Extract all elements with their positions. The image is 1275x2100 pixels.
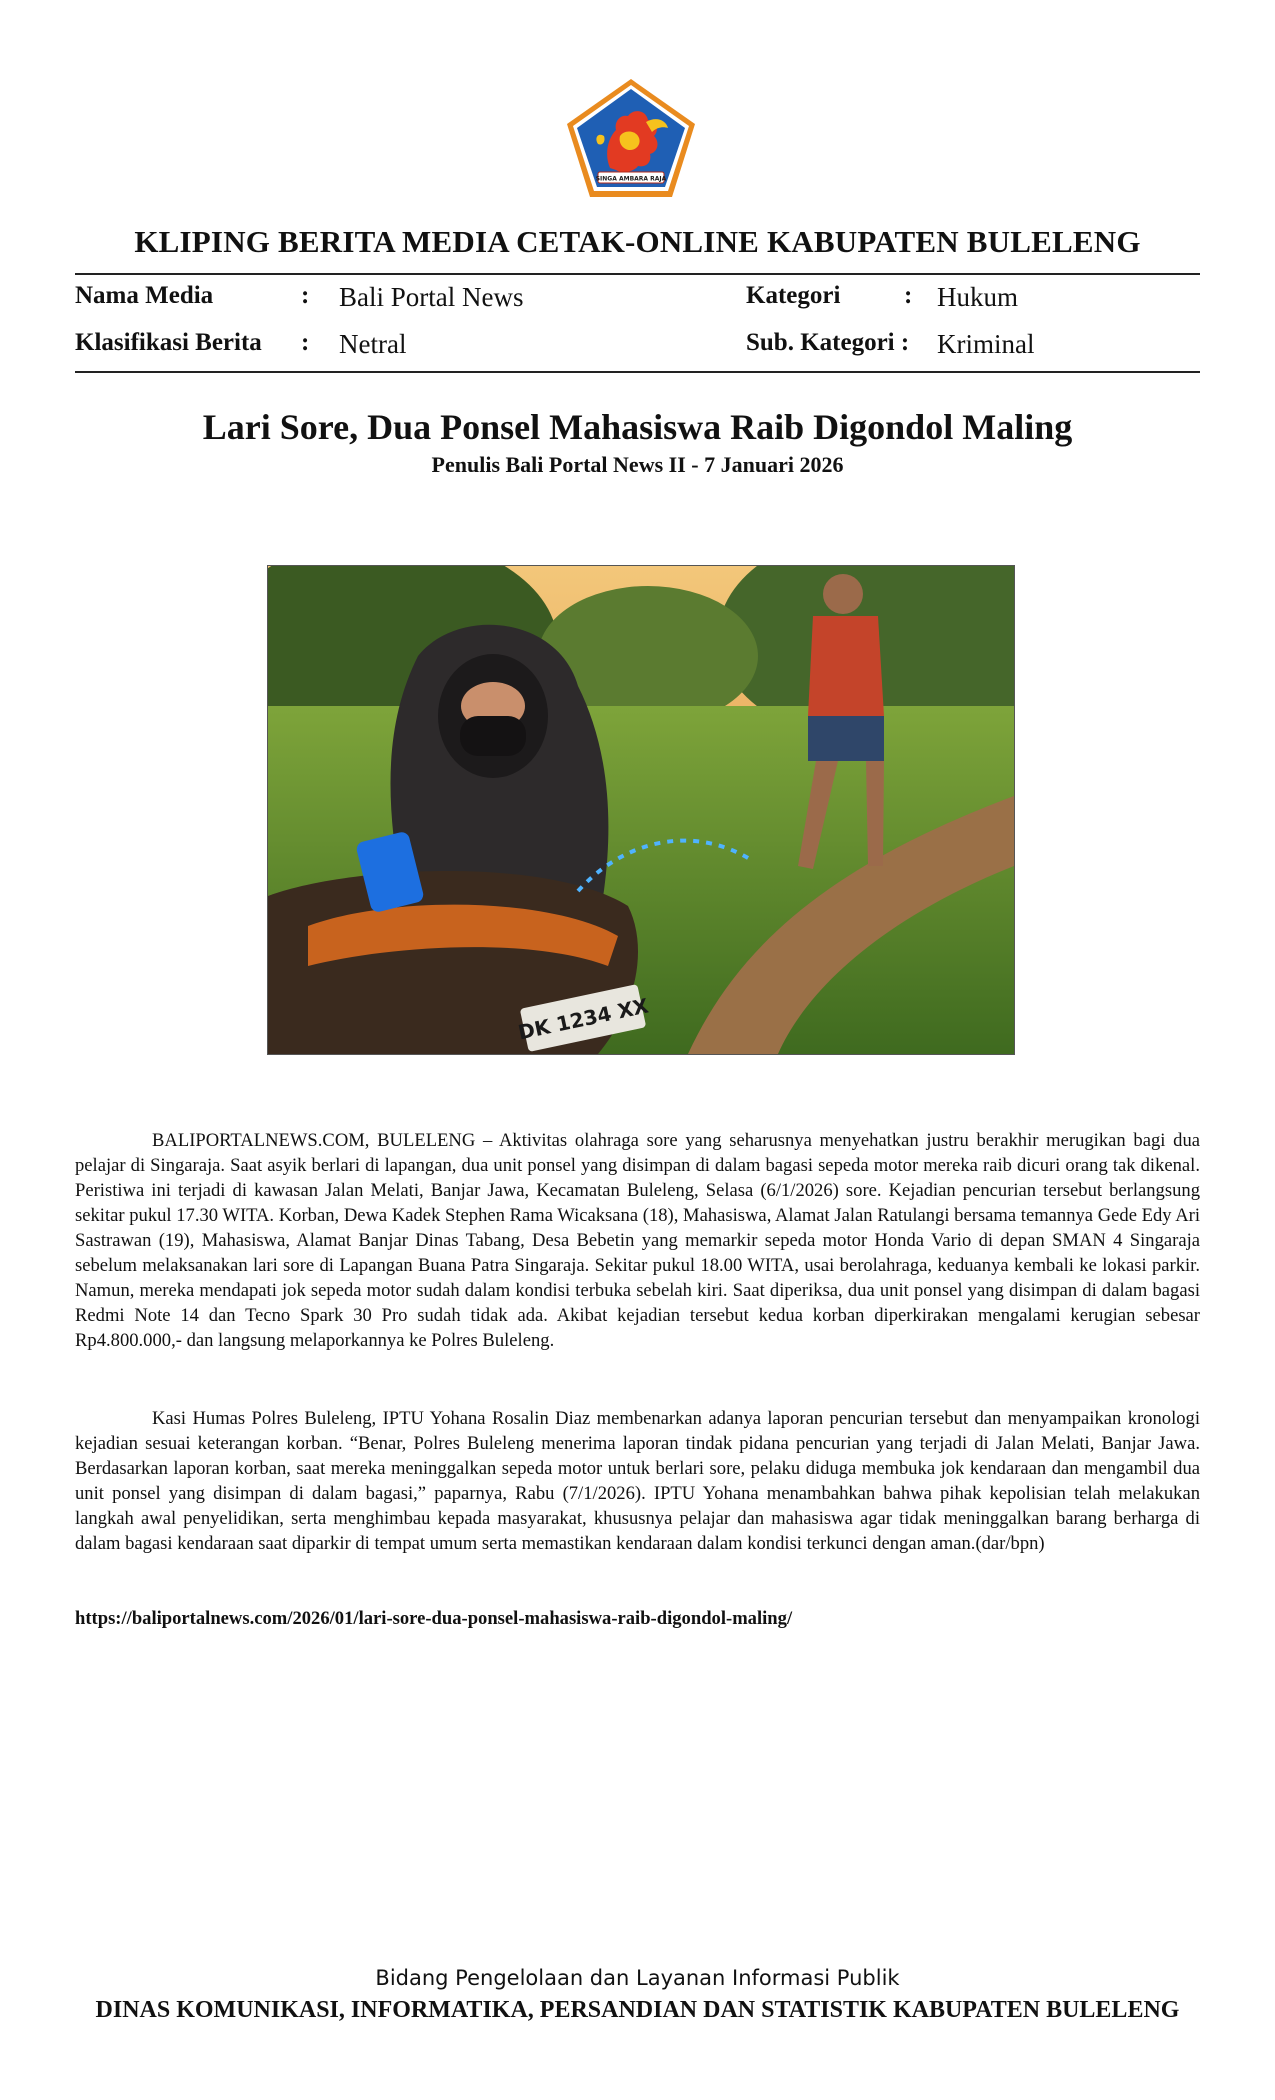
media-name-colon: : [301,282,310,309]
license-plate: DK 1234 XX [515,993,651,1045]
classification-value: Netral [339,329,407,359]
article-illustration [267,565,1015,1055]
classification-label: Klasifikasi Berita [75,329,262,356]
kliping-title: KLIPING BERITA MEDIA CETAK-ONLINE KABUPATEN BULELENG [134,224,1141,259]
subcategory-value: Kriminal [937,329,1035,359]
emblem-icon [564,76,698,200]
article-byline: Penulis Bali Portal News II - 7 Januari 2026 [431,452,844,477]
category-colon: : [904,282,913,309]
footer-agency: DINAS KOMUNIKASI, INFORMATIKA, PERSANDIAN DAN STATISTIK KABUPATEN BULELENG [95,1997,1180,2023]
subcategory-label: Sub. Kategori : [746,329,910,356]
footer-division: Bidang Pengelolaan dan Layanan Informasi Publik [375,1966,900,1990]
media-name-label: Nama Media [75,282,214,309]
classification-colon: : [301,329,310,356]
header-divider-top [75,273,1200,275]
article-headline: Lari Sore, Dua Ponsel Mahasiswa Raib Digondol Maling [202,407,1073,447]
header-divider-bottom [75,371,1200,373]
article-paragraph-1: BALIPORTALNEWS.COM, BULELENG – Aktivitas olahraga sore yang seharusnya menyehatkan justru berakhir merugikan bagi dua pelajar di Singaraja. Saat asyik berlari di lapangan, dua unit ponsel yang disimpan di dalam bagasi sepeda motor mereka raib dicuri orang tak dikenal. Peristiwa ini terjadi di kawasan Jalan Melati, Banjar Jawa, Kecamatan Buleleng, Selasa (6/1/2026) sore. Kejadian pencurian tersebut berlangsung sekitar pukul 17.30 WITA. Korban, Dewa Kadek Stephen Rama Wicaksana (18), Mahasiswa, Alamat Jalan Ratulangi bersama temannya Gede Edy Ari Sastrawan (19), Mahasiswa, Alamat Banjar Dinas Tabang, Desa Bebetin yang memarkir sepeda motor Honda Vario di depan SMAN 4 Singaraja sebelum melaksanakan lari sore di Lapangan Buana Patra Singaraja. Sekitar pukul 18.00 WITA, usai berolahraga, keduanya kembali ke lokasi parkir. Namun, mereka mendapati jok sepeda motor sudah dalam kondisi terbuka sebelah kiri. Saat diperiksa, dua unit ponsel yang disimpan di dalam bagasi Redmi Note 14 dan Tecno Spark 30 Pro sudah tidak ada. Akibat kejadian tersebut kedua korban diperkirakan mengalami kerugian sebesar Rp4.800.000,- dan langsung melaporkannya ke Polres Buleleng. [75,1130,1200,1351]
article-paragraph-2: Kasi Humas Polres Buleleng, IPTU Yohana Rosalin Diaz membenarkan adanya laporan pencurian tersebut dan menyampaikan kronologi kejadian sesuai keterangan korban. “Benar, Polres Buleleng menerima laporan tindak pidana pencurian yang terjadi di Jalan Melati, Banjar Jawa. Berdasarkan laporan korban, saat mereka meninggalkan sepeda motor untuk berlari sore, pelaku diduga membuka jok kendaraan dan mengambil dua unit ponsel yang disimpan di dalam bagasi,” paparnya, Rabu (7/1/2026). IPTU Yohana menambahkan bahwa pihak kepolisian telah melakukan langkah awal penyelidikan, serta menghimbau kepada masyarakat, khususnya pelajar dan mahasiswa agar tidak meninggalkan barang berharga di dalam bagasi kendaraan saat diparkir di tempat umum serta memastikan kendaraan dalam kondisi terkunci dengan aman.(dar/bpn) [75,1408,1200,1554]
emblem-motto: SINGA AMBARA RAJA [595,175,667,183]
category-label: Kategori [746,282,841,309]
media-name-value: Bali Portal News [339,282,524,312]
source-url-link[interactable]: https://baliportalnews.com/2026/01/lari-sore-dua-ponsel-mahasiswa-raib-digondol-maling/ [75,1608,793,1629]
category-value: Hukum [937,282,1018,312]
buleleng-emblem-logo [564,76,698,200]
